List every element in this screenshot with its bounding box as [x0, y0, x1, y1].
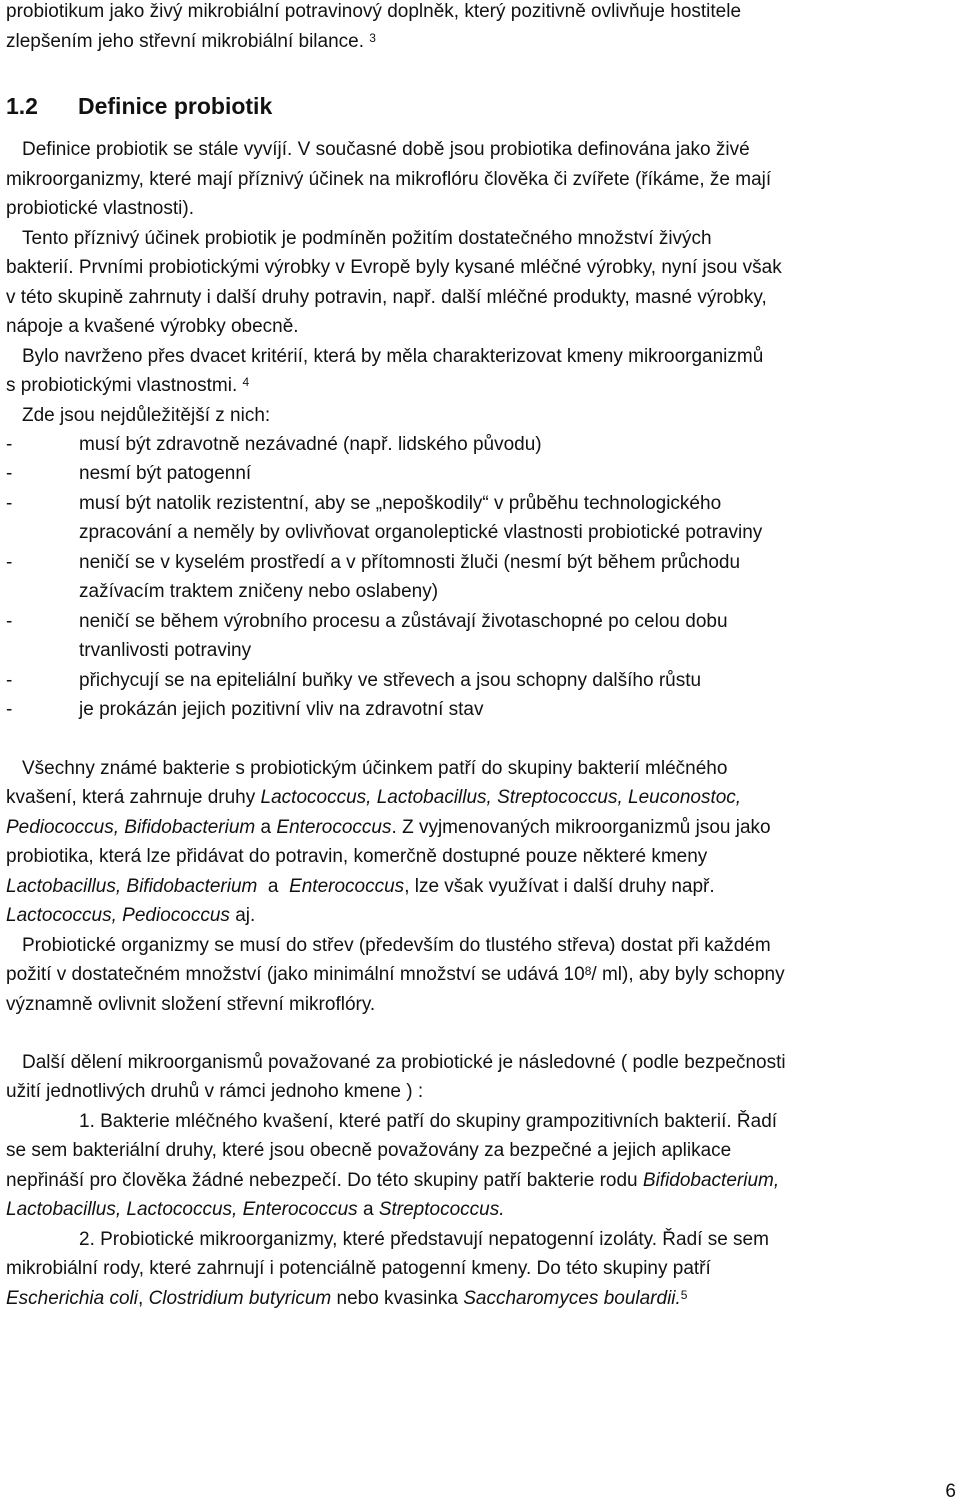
list-text: trvanlivosti potraviny [79, 640, 252, 661]
text-line [6, 1287, 956, 1311]
text-line [6, 963, 956, 987]
italic-span: Enterococcus [289, 876, 405, 897]
text-line: Probiotické organizmy se musí do střev (především do tlustého střeva) dostat při každém [22, 935, 771, 956]
list-dash: - [6, 493, 13, 514]
text-line [6, 1198, 956, 1222]
list-text: zažívacím traktem zničeny nebo oslabeny) [79, 581, 439, 602]
text-line: Tento příznivý účinek probiotik je podmíněn požitím dostatečného množství živých [22, 228, 712, 249]
text-line: v této skupině zahrnuty i další druhy potravin, např. další mléčné produkty, masné výrobky, [6, 287, 767, 308]
text-span: nebo kvasinka [336, 1288, 458, 1309]
text-line: Všechny známé bakterie s probiotickým účinkem patří do skupiny bakterií mléčného [22, 758, 728, 779]
text-line: probiotikum jako živý mikrobiální potravinový doplněk, který pozitivně ovlivňuje hostitele [6, 1, 742, 22]
text-span: , lze však využívat i další druhy např. [404, 876, 715, 897]
italic-span: Pediococcus, Bifidobacterium [6, 817, 256, 838]
superscript: 8 [584, 964, 592, 978]
footnote-ref: 3 [369, 31, 376, 45]
text-line: probiotické vlastnosti). [6, 198, 194, 219]
text-line: Další dělení mikroorganismů považované za probiotické je následovné ( podle bezpečnosti [22, 1052, 786, 1073]
page-number: 6 [945, 1481, 956, 1502]
text-line [6, 816, 956, 840]
text-line [6, 904, 956, 928]
list-text: nesmí být patogenní [79, 463, 252, 484]
section-heading [6, 92, 272, 120]
text-span: kvašení, která zahrnuje druhy [6, 787, 256, 808]
italic-span: Lactococcus, Pediococcus [6, 905, 230, 926]
list-text: je prokázán jejich pozitivní vliv na zdravotní stav [79, 699, 484, 720]
text-span: , [138, 1288, 144, 1309]
text-line: užití jednotlivých druhů v rámci jednoho kmene ) : [6, 1081, 424, 1102]
text-line [6, 786, 956, 810]
list-text: neničí se během výrobního procesu a zůstávají životaschopné po celou dobu [79, 611, 728, 632]
text-span: požití v dostatečném množství (jako minimální množství se udává 10 [6, 964, 585, 985]
list-text: přichycují se na epiteliální buňky ve střevech a jsou schopny dalšího růstu [79, 670, 702, 691]
text-line: bakterií. Prvními probiotickými výrobky v Evropě byly kysané mléčné výrobky, nyní jsou však [6, 257, 782, 278]
text-line: nápoje a kvašené výrobky obecně. [6, 316, 299, 337]
text-span: . Z vyjmenovaných mikroorganizmů jsou jako [391, 817, 771, 838]
text-line: Zde jsou nejdůležitější z nich: [22, 405, 271, 426]
text-span: / ml), aby byly schopny [591, 964, 785, 985]
italic-span: Clostridium butyricum [148, 1288, 332, 1309]
list-text: musí být zdravotně nezávadné (např. lidského původu) [79, 434, 542, 455]
text-span: aj. [235, 905, 256, 926]
list-text: neničí se v kyselém prostředí a v přítomnosti žluči (nesmí být během průchodu [79, 552, 741, 573]
text-span: a [267, 876, 279, 897]
italic-span: Streptococcus. [378, 1199, 505, 1220]
italic-span: Escherichia coli [6, 1288, 138, 1309]
section-title: Definice probiotik [78, 93, 273, 119]
text-line: mikrobiální rody, které zahrnují i potenciálně patogenní kmeny. Do této skupiny patří [6, 1258, 711, 1279]
italic-span: Saccharomyces boulardii. [463, 1288, 681, 1309]
text-line [6, 30, 956, 54]
list-dash: - [6, 463, 13, 484]
italic-span: Bifidobacterium, [642, 1170, 780, 1191]
text-span: nepřináší pro člověka žádné nebezpečí. Do této skupiny patří bakterie rodu [6, 1170, 638, 1191]
list-dash: - [6, 670, 13, 691]
text-span: zlepšením jeho střevní mikrobiální bilance. [6, 31, 365, 52]
text-line: se sem bakteriální druhy, které jsou obecně považovány za bezpečné a jejich aplikace [6, 1140, 732, 1161]
text-span: a [260, 817, 272, 838]
footnote-ref: 4 [242, 375, 250, 389]
text-line: probiotika, která lze přidávat do potravin, komerčně dostupné pouze některé kmeny [6, 846, 708, 867]
footnote-ref: 5 [680, 1288, 688, 1302]
text-line [6, 875, 956, 899]
text-line: mikroorganizmy, které mají příznivý účinek na mikroflóru člověka či zvířete (říkáme, že mají [6, 169, 772, 190]
list-dash: - [6, 552, 13, 573]
list-text: musí být natolik rezistentní, aby se „nepoškodily“ v průběhu technologického [79, 493, 722, 514]
text-line: významně ovlivnit složení střevní mikroflóry. [6, 994, 376, 1015]
list-text: zpracování a neměly by ovlivňovat organoleptické vlastnosti probiotické potraviny [79, 522, 763, 543]
text-line: Definice probiotik se stále vyvíjí. V současné době jsou probiotika definována jako živé [22, 139, 750, 160]
text-line: Bylo navrženo přes dvacet kritérií, která by měla charakterizovat kmeny mikroorganizmů [22, 346, 764, 367]
text-line: 1. Bakterie mléčného kvašení, které patří do skupiny grampozitivních bakterií. Řadí [79, 1111, 778, 1132]
text-span: s probiotickými vlastnostmi. [6, 375, 238, 396]
text-line: 2. Probiotické mikroorganizmy, které představují nepatogenní izoláty. Řadí se sem [79, 1229, 769, 1250]
italic-span: Lactobacillus, Lactococcus, Enterococcus [6, 1199, 358, 1220]
text-line [6, 1169, 956, 1193]
text-span: a [362, 1199, 374, 1220]
section-number: 1.2 [6, 93, 38, 119]
list-dash: - [6, 699, 13, 720]
list-dash: - [6, 611, 13, 632]
text-line [6, 374, 956, 398]
italic-span: Enterococcus [276, 817, 392, 838]
italic-span: Lactococcus, Lactobacillus, Streptococcus, Leuconostoc, [260, 787, 742, 808]
list-dash: - [6, 434, 13, 455]
italic-span: Lactobacillus, Bifidobacterium [6, 876, 258, 897]
